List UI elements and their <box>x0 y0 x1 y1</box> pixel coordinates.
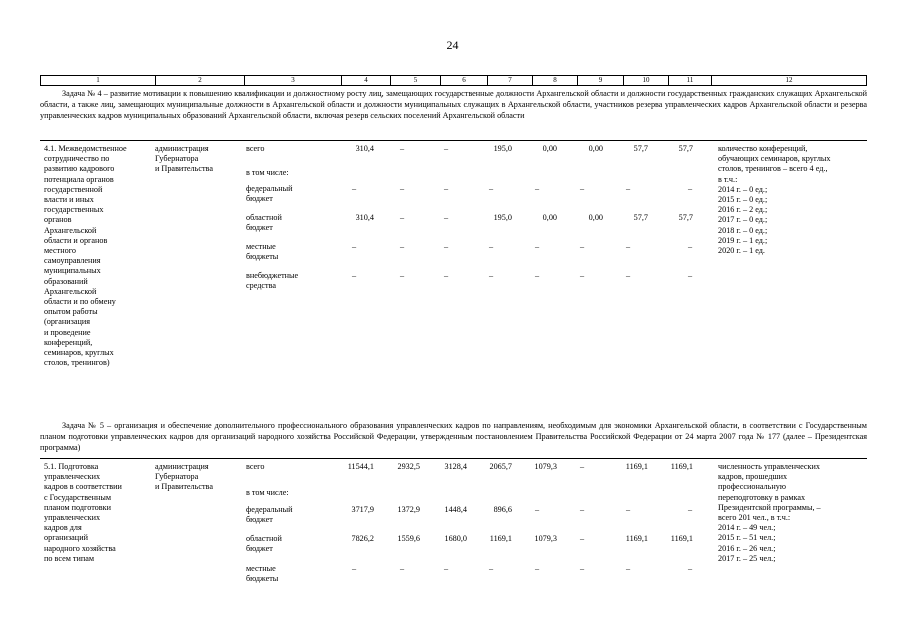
executor-line: администрация <box>155 144 209 153</box>
funding-value: – <box>489 242 494 251</box>
item-name-line: опытом работы <box>44 307 98 317</box>
funding-source-label: всего <box>246 462 265 471</box>
funding-value: – <box>400 184 405 193</box>
funding-value: 3128,4 <box>444 462 467 471</box>
funding-value: – <box>580 242 585 251</box>
funding-source-label: в том числе: <box>246 488 289 497</box>
funding-value: 1079,3 <box>534 534 557 543</box>
funding-value: – <box>352 271 357 280</box>
funding-value: 1372,9 <box>397 505 420 514</box>
result-line: 2014 г. – 49 чел.; <box>718 523 776 533</box>
item-name-line: сотрудничество по <box>44 154 110 164</box>
result-line: 2016 г. – 2 ед.; <box>718 205 768 215</box>
funding-source-label: областной <box>246 213 282 222</box>
funding-source-label: бюджет <box>246 223 273 233</box>
item-name-line: с Государственным <box>44 492 112 502</box>
task4-heading: Задача № 4 – развитие мотивации к повышению квалификации и должностному росту лиц, замещающих государственные должности Архангельской области и должности государственных гражданских служащих Архангельской области, а также лиц, замещающих муниципальные должности в Архангельской области и должности муниципальных служащих в Архангельской области, участников резерва управленческих кадров Архангельской области и резерва управленческих кадров муниципальных образований Архангельской области, включая резерв сельских поселений Архангельской области <box>40 89 867 121</box>
funding-source-label: федеральный <box>246 505 293 514</box>
funding-value: – <box>580 271 585 280</box>
column-number: 7 <box>488 76 533 85</box>
funding-value: – <box>352 184 357 193</box>
result-line: 2015 г. – 0 ед.; <box>718 195 768 204</box>
funding-value: 0,00 <box>542 144 557 153</box>
funding-value: 195,0 <box>493 144 512 153</box>
result-line: обучающих семинаров, круглых <box>718 154 831 164</box>
funding-value: 0,00 <box>588 213 603 222</box>
funding-value: – <box>400 242 405 251</box>
funding-value: – <box>626 184 631 193</box>
funding-value: 310,4 <box>355 144 374 153</box>
item-name-line: организаций <box>44 533 88 543</box>
item-name-line: Архангельской <box>44 286 97 296</box>
funding-source-label: областной <box>246 534 282 543</box>
column-number: 3 <box>245 76 342 85</box>
item-name-line: и проведение <box>44 327 91 337</box>
column-number-header <box>40 75 867 86</box>
funding-source-label: бюджет <box>246 515 273 525</box>
funding-value: – <box>400 271 405 280</box>
funding-value: – <box>535 242 540 251</box>
item-name-line: кадров в соответствии <box>44 482 122 492</box>
funding-value: – <box>400 213 405 222</box>
executor-line: Губернатора <box>155 154 199 164</box>
item-name-line: области и органов <box>44 235 108 245</box>
funding-value: 57,7 <box>633 213 648 222</box>
item-name-line: по всем типам <box>44 553 95 563</box>
funding-source-label: бюджет <box>246 544 273 554</box>
funding-value: – <box>444 184 449 193</box>
result-line: всего 201 чел., в т.ч.: <box>718 513 791 522</box>
funding-value: 1169,1 <box>670 462 693 471</box>
item-name-line: области и по обмену <box>44 297 116 306</box>
column-number: 5 <box>391 76 441 85</box>
funding-value: – <box>688 505 693 514</box>
result-line: 2017 г. – 25 чел.; <box>718 553 776 563</box>
item-name-line: управленческих <box>44 513 101 522</box>
item-name-line: Архангельской <box>44 225 97 235</box>
result-line: численность управленческих <box>718 462 821 471</box>
funding-value: – <box>352 564 357 573</box>
item-name-line: конференций, <box>44 337 93 347</box>
result-line: 2019 г. – 1 ед.; <box>718 235 768 245</box>
item-name-line: управленческих <box>44 472 101 482</box>
item-name-line: государственных <box>44 205 104 215</box>
funding-value: 2065,7 <box>489 462 512 471</box>
funding-value: 7826,2 <box>351 534 374 543</box>
funding-value: – <box>444 271 449 280</box>
result-line: 2015 г. – 51 чел.; <box>718 533 776 543</box>
funding-value: 896,6 <box>493 505 512 514</box>
funding-value: – <box>626 564 631 573</box>
funding-value: 57,7 <box>633 144 648 153</box>
column-number: 9 <box>578 76 624 85</box>
executor-line: администрация <box>155 462 209 471</box>
result-line: Президентской программы, – <box>718 502 821 512</box>
item-name-line: народного хозяйства <box>44 543 116 553</box>
column-number: 4 <box>342 76 391 85</box>
item-name-line: государственной <box>44 184 103 194</box>
funding-value: – <box>626 505 631 514</box>
funding-value: – <box>444 213 449 222</box>
funding-value: 0,00 <box>542 213 557 222</box>
item-name-line: органов <box>44 215 72 225</box>
result-line: 2017 г. – 0 ед.; <box>718 215 768 225</box>
result-line: переподготовку в рамках <box>718 492 806 502</box>
funding-value: 1448,4 <box>444 505 467 514</box>
funding-value: 3717,9 <box>351 505 374 514</box>
funding-value: – <box>626 271 631 280</box>
funding-value: 57,7 <box>678 144 693 153</box>
funding-value: – <box>580 184 585 193</box>
result-line: кадров, прошедших <box>718 472 788 482</box>
item-name-line: самоуправления <box>44 256 101 266</box>
funding-value: 195,0 <box>493 213 512 222</box>
funding-value: 11544,1 <box>347 462 374 471</box>
funding-value: – <box>535 271 540 280</box>
funding-source-label: местные <box>246 242 276 251</box>
item-name-line: развитию кадрового <box>44 164 115 174</box>
funding-value: – <box>688 271 693 280</box>
funding-value: 1169,1 <box>489 534 512 543</box>
funding-value: – <box>444 242 449 251</box>
funding-source-label: местные <box>246 564 276 573</box>
funding-value: 57,7 <box>678 213 693 222</box>
funding-value: 1680,0 <box>444 534 467 543</box>
funding-source-label: бюджеты <box>246 574 279 584</box>
funding-value: 1559,6 <box>397 534 420 543</box>
funding-value: – <box>489 184 494 193</box>
funding-source-label: федеральный <box>246 184 293 193</box>
item-name-line: семинаров, круглых <box>44 348 114 357</box>
item-name-line: муниципальных <box>44 266 101 276</box>
funding-source-label: средства <box>246 281 277 291</box>
item-name-line: кадров для <box>44 523 82 533</box>
funding-value: 0,00 <box>588 144 603 153</box>
column-number: 6 <box>441 76 488 85</box>
funding-value: – <box>580 505 585 514</box>
funding-value: – <box>688 184 693 193</box>
funding-value: – <box>688 564 693 573</box>
column-number: 8 <box>533 76 578 85</box>
funding-value: – <box>580 564 585 573</box>
funding-value: – <box>444 564 449 573</box>
item-name-line: образований <box>44 276 88 286</box>
column-number: 12 <box>785 76 793 84</box>
funding-value: 1079,3 <box>534 462 557 471</box>
funding-value: – <box>400 564 405 573</box>
item-name-line: местного <box>44 246 76 255</box>
item-name-line: столов, тренингов) <box>44 358 110 368</box>
funding-value: 1169,1 <box>625 534 648 543</box>
page-number: 24 <box>446 38 459 52</box>
funding-value: – <box>580 462 585 471</box>
result-line: 2014 г. – 0 ед.; <box>718 184 768 194</box>
funding-value: 1169,1 <box>670 534 693 543</box>
funding-value: – <box>444 144 449 153</box>
item-name-line: 4.1. Межведомственное <box>44 144 127 153</box>
funding-value: – <box>489 271 494 280</box>
executor-line: и Правительства <box>155 482 213 492</box>
item-name-line: потенциала органов <box>44 174 114 184</box>
column-number: 10 <box>624 76 669 85</box>
task5-divider <box>40 458 867 459</box>
funding-value: – <box>688 242 693 251</box>
task5-heading: Задача № 5 – организация и обеспечение дополнительного профессионального образования управленческих кадров по направлениям, необходимым для экономики Архангельской области, в соответствии с Государственным планом подготовки управленческих кадров для организаций народного хозяйства Российской Федерации, утвержденным постановлением Правительства Российской Федерации от 24 марта 2007 года № 177 (далее – Президентская программа) <box>40 421 867 453</box>
result-line: количество конференций, <box>718 144 808 153</box>
funding-value: – <box>489 564 494 573</box>
item-name-line: власти и иных <box>44 195 94 204</box>
column-number: 1 <box>41 76 156 85</box>
funding-value: – <box>535 184 540 193</box>
funding-value: – <box>352 242 357 251</box>
funding-value: – <box>535 505 540 514</box>
item-name-line: (организация <box>44 317 91 327</box>
result-line: 2018 г. – 0 ед.; <box>718 225 768 235</box>
funding-source-label: бюджет <box>246 194 273 204</box>
executor-line: Губернатора <box>155 472 199 482</box>
funding-source-label: бюджеты <box>246 252 279 262</box>
column-number: 11 <box>669 76 712 85</box>
funding-source-label: внебюджетные <box>246 271 299 280</box>
funding-value: 310,4 <box>355 213 374 222</box>
funding-value: – <box>400 144 405 153</box>
task4-divider <box>40 140 867 141</box>
column-number: 2 <box>156 76 245 85</box>
result-line: столов, тренингов – всего 4 ед., <box>718 164 828 174</box>
funding-source-label: в том числе: <box>246 168 289 177</box>
item-name-line: 5.1. Подготовка <box>44 462 99 471</box>
funding-value: 1169,1 <box>625 462 648 471</box>
item-name-line: планом подготовки <box>44 502 111 512</box>
funding-value: – <box>626 242 631 251</box>
result-line: 2020 г. – 1 ед. <box>718 246 765 255</box>
funding-value: – <box>535 564 540 573</box>
funding-value: 2932,5 <box>397 462 420 471</box>
executor-line: и Правительства <box>155 164 213 174</box>
funding-source-label: всего <box>246 144 265 153</box>
result-line: в т.ч.: <box>718 174 738 184</box>
result-line: профессиональную <box>718 482 786 492</box>
funding-value: – <box>580 534 585 543</box>
result-line: 2016 г. – 26 чел.; <box>718 543 776 553</box>
